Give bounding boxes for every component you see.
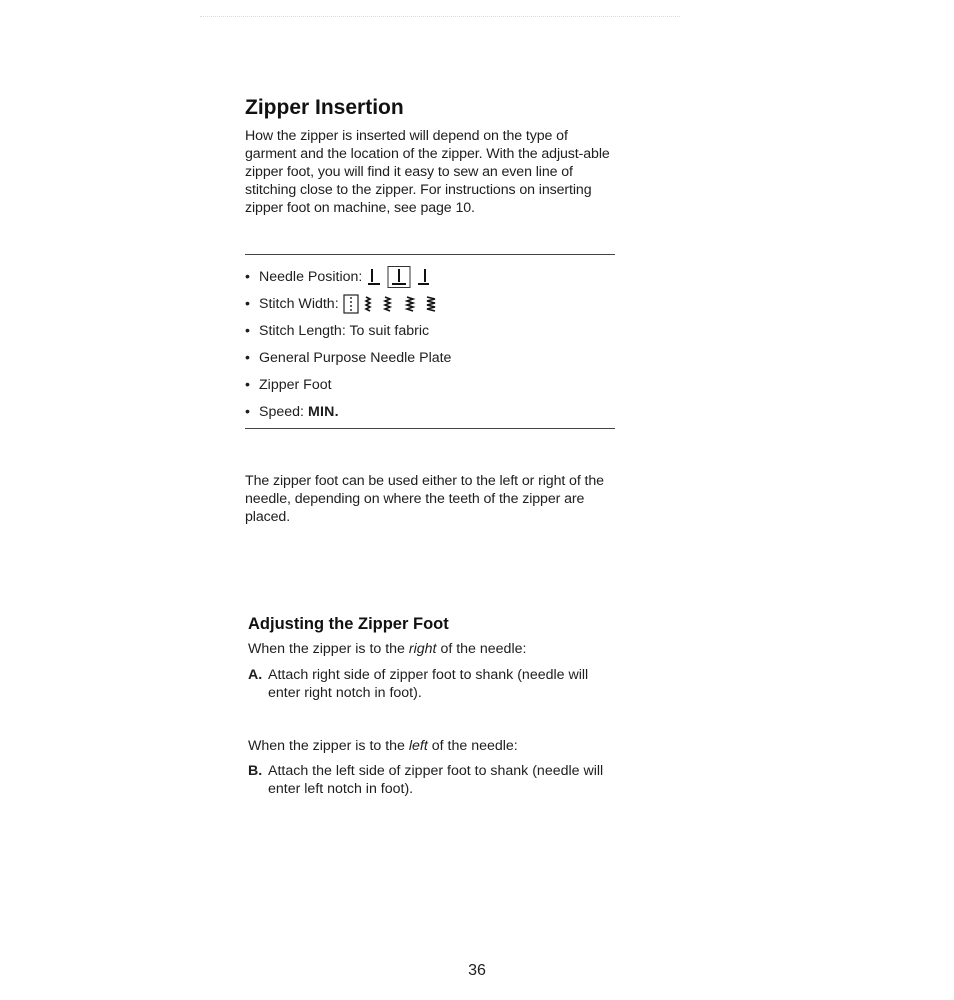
speed-value: MIN. bbox=[307, 403, 339, 420]
setting-needle-plate bbox=[245, 344, 615, 371]
bullet: • bbox=[245, 349, 250, 366]
step-a-intro bbox=[248, 641, 526, 657]
setting-stitch-length bbox=[245, 317, 615, 344]
bullet: • bbox=[245, 403, 250, 420]
bullet: • bbox=[245, 295, 250, 312]
step-a-text: Attach right side of zipper foot to shank (needle will enter right notch in foot). bbox=[268, 667, 589, 701]
step-a-intro-start: When the zipper is to the bbox=[248, 641, 409, 657]
step-b-letter: B. bbox=[248, 763, 263, 779]
zipper-foot-paragraph: The zipper foot can be used either to the left or right of the needle, depending on where the teeth of the zipper are placed. bbox=[245, 473, 604, 525]
setting-stitch-width bbox=[245, 290, 615, 317]
step-b-intro-end: of the needle: bbox=[427, 738, 518, 754]
settings-bottom-rule bbox=[245, 428, 615, 429]
stitch-length-text: Stitch Length: To suit fabric bbox=[259, 322, 430, 339]
bullet: • bbox=[245, 322, 250, 339]
step-b-intro bbox=[248, 738, 518, 754]
needle-plate-text: General Purpose Needle Plate bbox=[259, 349, 452, 366]
scan-edge-line bbox=[200, 16, 680, 17]
setting-foot bbox=[245, 371, 615, 398]
needle-position-label: Needle Position: bbox=[259, 268, 363, 285]
setting-speed bbox=[245, 398, 615, 425]
step-a-intro-emphasis: right bbox=[408, 641, 437, 657]
foot-text: Zipper Foot bbox=[259, 376, 332, 393]
section-subtitle: Adjusting the Zipper Foot bbox=[248, 615, 449, 633]
step-b-intro-start: When the zipper is to the bbox=[248, 738, 409, 754]
step-b bbox=[248, 762, 620, 798]
step-b-text: Attach the left side of zipper foot to shank (needle will enter left notch in foot). bbox=[268, 763, 604, 797]
step-b-intro-emphasis: left bbox=[408, 738, 428, 754]
settings-list bbox=[245, 263, 615, 425]
stitch-width-label: Stitch Width: bbox=[259, 295, 339, 312]
bullet: • bbox=[245, 376, 250, 393]
page-title: Zipper Insertion bbox=[245, 96, 404, 119]
needle-position-icon bbox=[366, 266, 432, 288]
page-number: 36 bbox=[468, 962, 486, 979]
step-a-letter: A. bbox=[248, 667, 263, 683]
bullet: • bbox=[245, 268, 250, 285]
settings-top-rule bbox=[245, 254, 615, 255]
step-a bbox=[248, 666, 620, 702]
speed-label: Speed: bbox=[259, 403, 304, 420]
stitch-width-icon bbox=[343, 293, 451, 315]
intro-paragraph: How the zipper is inserted will depend on the type of garment and the location of the zipper. With the adjust-able zipper foot, you will find it easy to sew an even line of stitching close to the zipper. For instructions on inserting zipper foot on machine, see page 10. bbox=[245, 128, 610, 216]
step-a-intro-end: of the needle: bbox=[436, 641, 527, 657]
setting-needle-position bbox=[245, 263, 615, 290]
